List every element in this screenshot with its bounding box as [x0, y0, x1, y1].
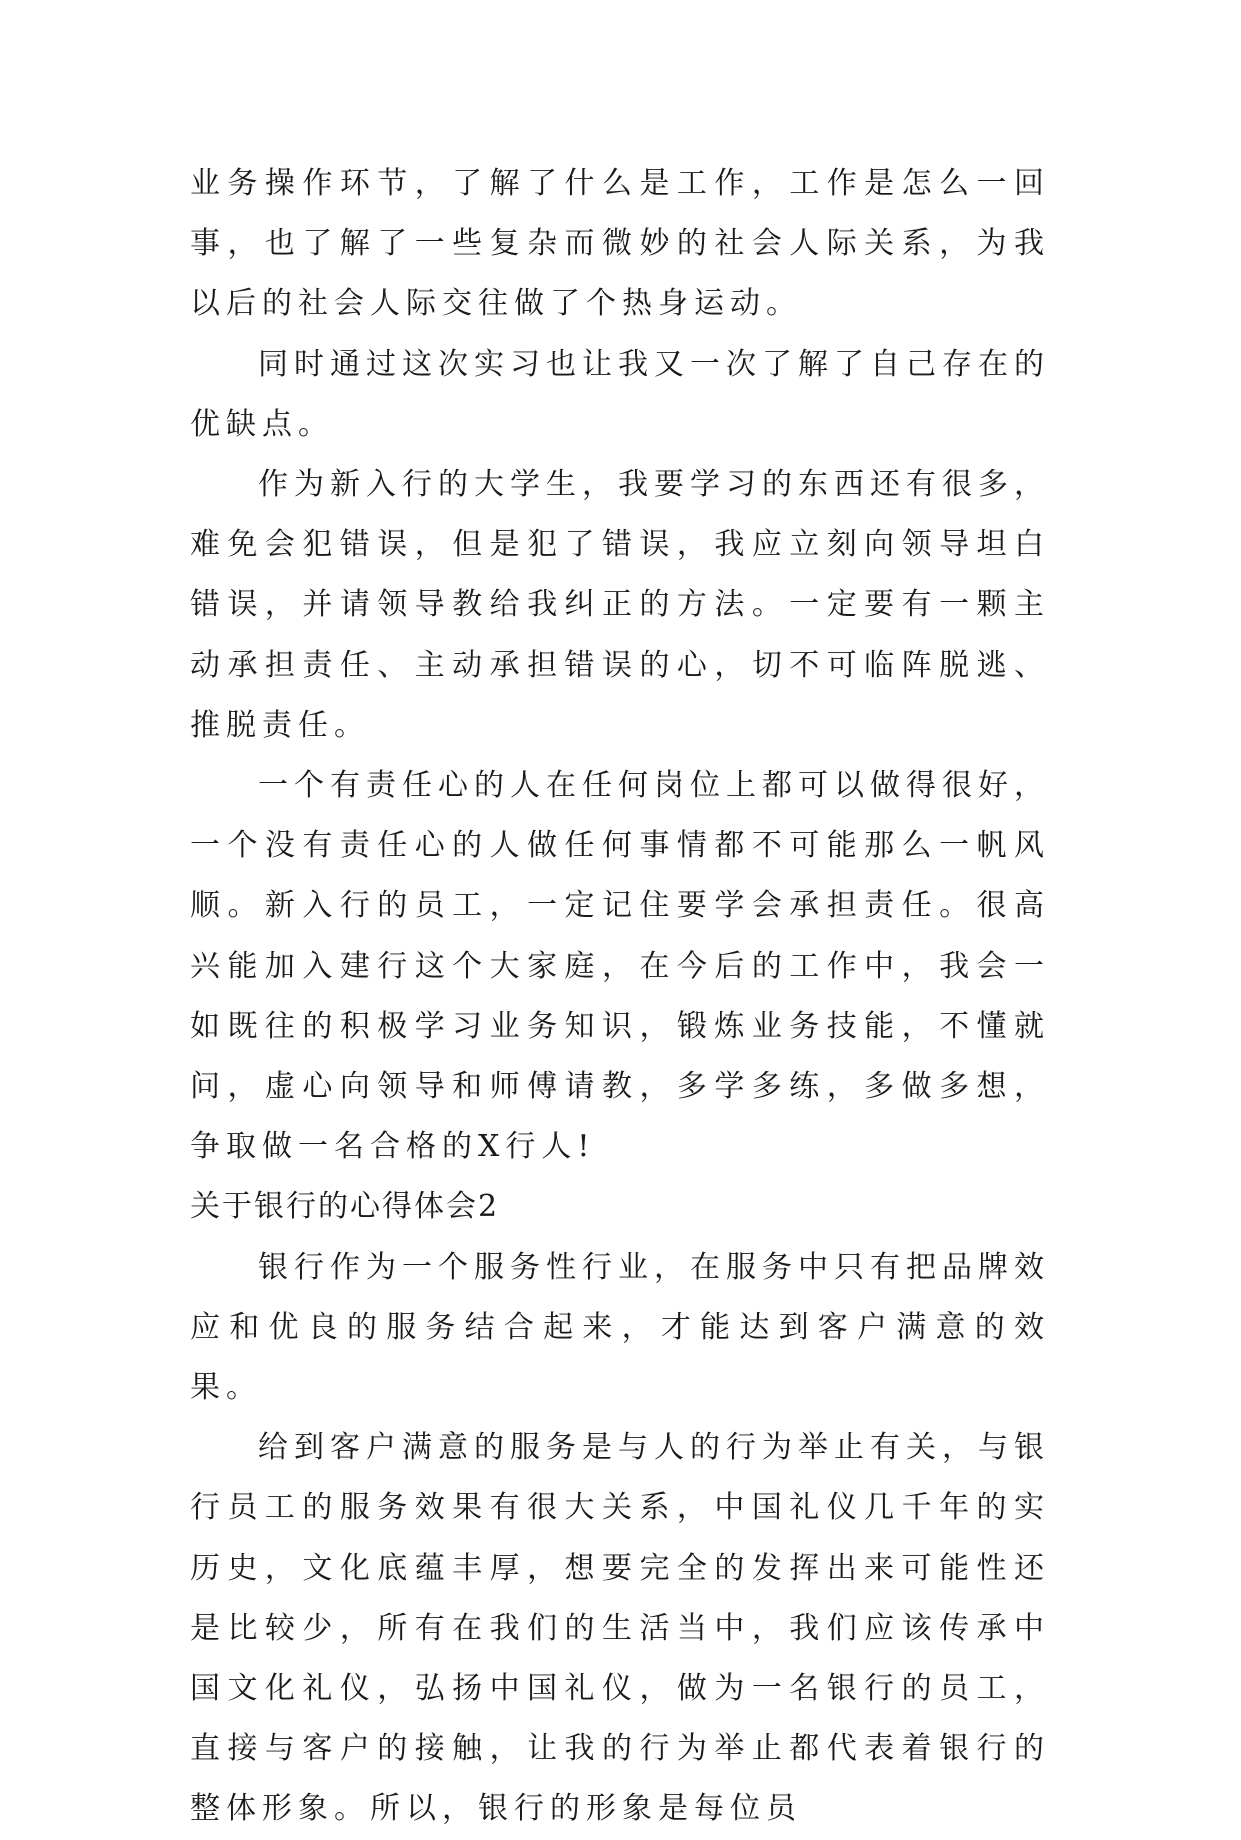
document-body [190, 154, 1050, 1840]
paragraph: 银行作为一个服务性行业，在服务中只有把品牌效应和优良的服务结合起来，才能达到客户满意的效果。 [190, 1249, 1050, 1406]
paragraph: 一个有责任心的人在任何岗位上都可以做得很好，一个没有责任心的人做任何事情都不可能那么一帆风顺。新入行的员工，一定记住要学会承担责任。很高兴能加入建行这个大家庭，在今后的工作中，我会一如既往的积极学习业务知识，锻炼业务技能，不懂就问，虚心向领导和师傅请教，多学多练，多做多想，争取做一名合格的X行人! [190, 768, 1050, 1165]
section-heading: 关于银行的心得体会2 [190, 1189, 500, 1225]
paragraph: 同时通过这次实习也让我又一次了解了自己存在的优缺点。 [190, 346, 1050, 442]
paragraph: 业务操作环节，了解了什么是工作，工作是怎么一回事，也了解了一些复杂而微妙的社会人际关系，为我以后的社会人际交往做了个热身运动。 [190, 166, 1050, 322]
paragraph: 作为新入行的大学生，我要学习的东西还有很多，难免会犯错误，但是犯了错误，我应立刻向领导坦白错误，并请领导教给我纠正的方法。一定要有一颗主动承担责任、主动承担错误的心，切不可临阵脱逃、推脱责任。 [190, 467, 1050, 743]
paragraph: 给到客户满意的服务是与人的行为举止有关，与银行员工的服务效果有很大关系，中国礼仪几千年的实历史，文化底蕴丰厚，想要完全的发挥出来可能性还是比较少，所有在我们的生活当中，我们应该传承中国文化礼仪，弘扬中国礼仪，做为一名银行的员工，直接与客户的接触，让我的行为举止都代表着银行的整体形象。所以，银行的形象是每位员 [190, 1430, 1050, 1827]
